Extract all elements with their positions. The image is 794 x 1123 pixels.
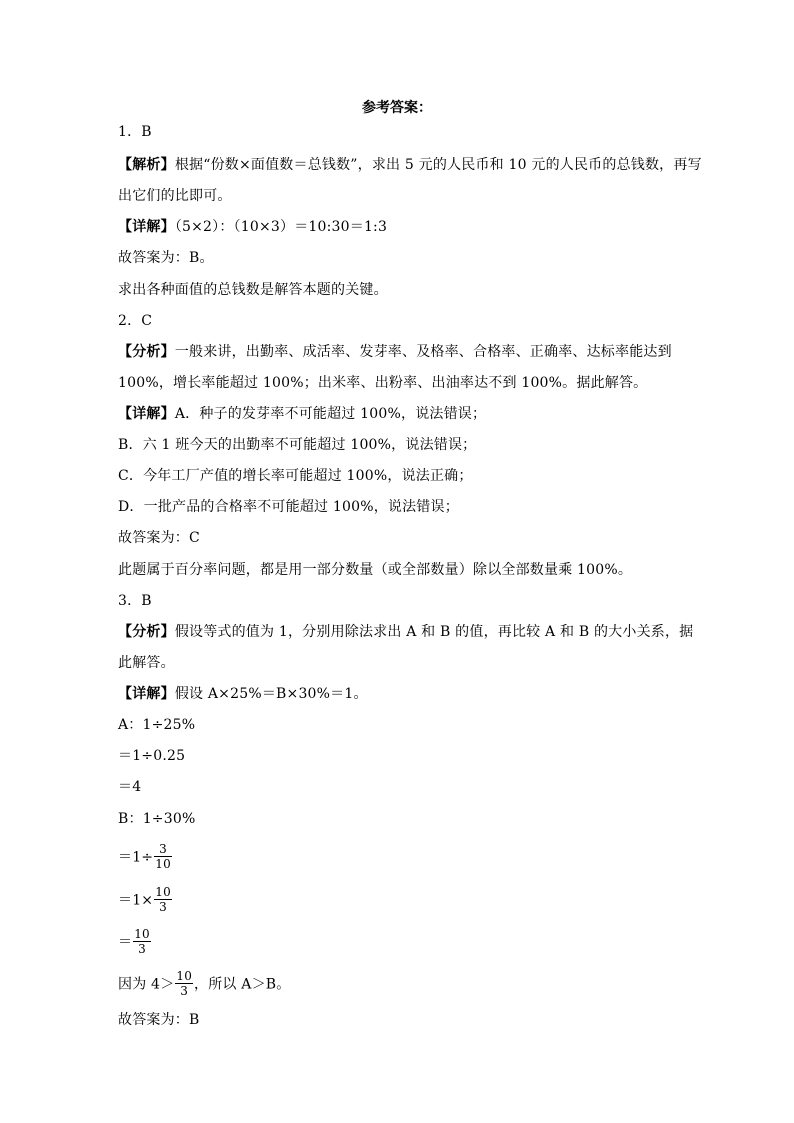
- q3-b-line4: [118, 928, 152, 957]
- fraction-denominator: 3: [180, 984, 189, 998]
- q3-b-line3: [118, 886, 173, 915]
- q3-a-line2: ＝1÷0.25: [118, 748, 186, 764]
- fraction: [154, 885, 172, 914]
- q2-detail-a: [118, 404, 486, 424]
- q2-analysis-line2: 100%，增长率能超过 100%；出米率、出粉率、出油率达不到 100%。据此解答。: [118, 375, 648, 391]
- q3-answer: 3．B: [118, 593, 152, 609]
- q3-a-line1: A：1÷25%: [118, 717, 196, 733]
- q3-detail-tag: 【详解】: [118, 686, 175, 702]
- fraction-numerator: 10: [134, 927, 150, 941]
- q3-detail: [118, 684, 368, 704]
- fraction: [175, 969, 193, 998]
- fraction-denominator: 3: [159, 900, 167, 914]
- q2-detail-tag: 【详解】: [118, 406, 175, 422]
- q2-option-b: B．六 1 班今天的出勤率不可能超过 100%，说法错误；: [118, 437, 477, 453]
- q2-answer: 2．C: [118, 313, 153, 329]
- q3-a-line3: ＝4: [118, 779, 142, 795]
- q3-compare-suffix: ，所以 A＞B。: [194, 976, 291, 993]
- fraction: [133, 927, 151, 956]
- q2-option-d: D．一批产品的合格率不可能超过 100%，说法错误；: [118, 499, 459, 515]
- q3-detail-text: 假设 A×25%＝B×30%＝1。: [174, 686, 368, 702]
- q2-option-a: A．种子的发芽率不可能超过 100%，说法错误；: [174, 406, 487, 422]
- q1-detail-tag: 【详解】: [118, 219, 175, 235]
- fraction-numerator: 10: [155, 885, 171, 899]
- q2-note: 此题属于百分率问题，都是用一部分数量（或全部数量）除以全部数量乘 100%。: [118, 562, 633, 578]
- q1-analysis-line2: 出它们的比即可。: [118, 188, 232, 204]
- q1-analysis-text: 根据“份数×面值数＝总钱数”，求出 5 元的人民币和 10 元的人民币的总钱数，再写: [174, 157, 702, 173]
- fraction-numerator: 10: [176, 969, 193, 983]
- q1-answer: 1．B: [118, 124, 152, 140]
- q3-analysis-tag: 【分析】: [118, 624, 175, 640]
- q3-compare-prefix: 因为 4＞: [118, 976, 175, 993]
- fraction: [154, 842, 172, 871]
- q1-detail: [118, 217, 387, 237]
- q3-analysis-text: 假设等式的值为 1，分别用除法求出 A 和 B 的值，再比较 A 和 B 的大小关系，据: [174, 624, 694, 640]
- q3-b-line4-prefix: ＝: [118, 934, 133, 951]
- fraction-numerator: 3: [154, 842, 172, 857]
- q2-analysis-tag: 【分析】: [118, 344, 175, 360]
- q3-b-line3-prefix: ＝1×: [118, 892, 154, 909]
- q3-analysis-line2: 此解答。: [118, 655, 175, 671]
- q1-conclusion: 故答案为：B。: [118, 250, 214, 266]
- q3-analysis-line1: [118, 622, 693, 642]
- q2-conclusion: 故答案为：C: [118, 530, 200, 546]
- q1-detail-text: （5×2）：（10×3）＝10:30＝1:3: [174, 219, 388, 235]
- q3-b-line2: [118, 843, 173, 872]
- q1-analysis-tag: 【解析】: [118, 157, 175, 173]
- q3-b-line2-prefix: ＝1÷: [118, 849, 154, 866]
- fraction-denominator: 3: [138, 942, 146, 956]
- q3-compare: [118, 970, 290, 999]
- q2-analysis-line1: [118, 342, 672, 362]
- q3-conclusion: 故答案为：B: [118, 1012, 200, 1028]
- q2-analysis-text: 一般来讲，出勤率、成活率、发芽率、及格率、合格率、正确率、达标率能达到: [174, 344, 672, 360]
- q1-note: 求出各种面值的总钱数是解答本题的关键。: [118, 282, 388, 298]
- fraction-denominator: 10: [155, 857, 171, 871]
- q2-option-c: C．今年工厂产值的增长率可能超过 100%，说法正确；: [118, 468, 473, 484]
- q3-b-line1: B：1÷30%: [118, 811, 196, 827]
- q1-analysis-line1: [118, 155, 702, 175]
- page-title: 参考答案：: [362, 100, 432, 116]
